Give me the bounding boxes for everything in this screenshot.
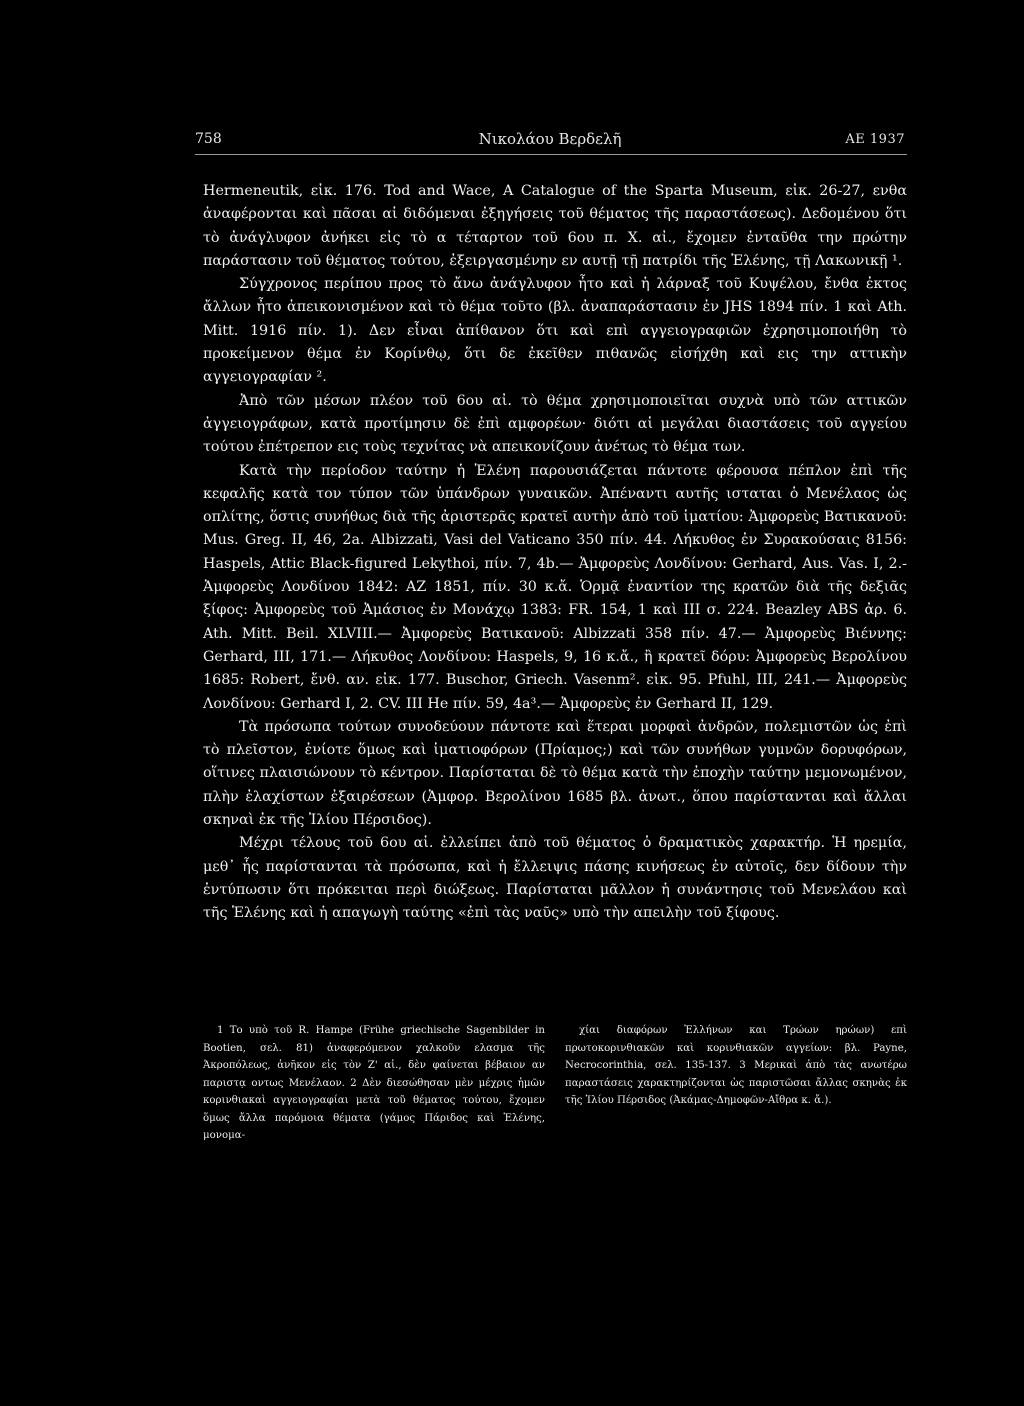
running-head-author: Νικολάου Βερδελῆ xyxy=(478,130,622,148)
page-number: 758 xyxy=(195,131,222,147)
footnotes xyxy=(203,1022,907,1152)
running-head-journal: ΑΕ 1937 xyxy=(845,132,905,147)
paragraph-5: Τὰ πρόσωπα τούτων συνοδεύουν πάντοτε καὶ ἕτεραι μορφαὶ ἀνδρῶν, πολεμιστῶν ὡς ἐπὶ τὸ πλεῖστον, ἐνίοτε ὅμως καὶ ἱματιοφόρων (Πρίαμος;) καὶ τῶν συνήθων γυμνῶν δορυφόρων, οἵτινες πλαισιώνουν τὸ κέντρον. Παρίσταται δὲ τὸ θέμα κατὰ τὴν ἐποχὴν ταύτην μεμονωμένον, πλὴν ἐλαχίστων ἐξαιρέσεων (Ἀμφορ. Βερολίνου 1685 βλ. ἀνωτ., ὅπου παρίστανται καὶ ἄλλαι σκηναὶ ἐκ τῆς Ἰλίου Πέρσιδος). xyxy=(203,718,907,829)
paragraph-1: Hermeneutik, εἰκ. 176. Tod and Wace, A Catalogue of the Sparta Museum, εἰκ. 26-27, ενθα ἀναφέρονται καὶ πᾶσαι αἱ διδόμεναι ἐξηγήσεις τοῦ θέματος τῆς παραστάσεως). Δεδομένου ὅτι τὸ ἀνάγλυφον ἀνήκει εἰς τὸ α τέταρτον τοῦ 6ου π. Χ. αἰ., ἔχομεν ἐνταῦθα την πρώτην παράστασιν τοῦ θέματος τούτου, ἐξειργασμένην εν αυτῇ τῇ πατρίδι τῆς Ἑλένης, τῇ Λακωνικῇ ¹. xyxy=(203,183,907,269)
paragraph-6: Μέχρι τέλους τοῦ 6ου αἰ. ἐλλείπει ἀπὸ τοῦ θέματος ὁ δραματικὸς χαρακτήρ. Ἡ ηρεμία, μεθ᾽ ἧς παρίστανται τὰ πρόσωπα, καὶ ἡ ἔλλειψις πάσης κινήσεως ἐν αὐτοῖς, δεν δίδουν τὴν ἐντύπωσιν ὅτι πρόκειται περὶ διώξεως. Παρίσταται μᾶλλον ἡ συνάντησις τοῦ Μενελάου καὶ τῆς Ἑλένης καὶ ἡ απαγωγὴ ταύτης «ἐπὶ τὰς ναῦς» υπὸ τὴν απειλὴν τοῦ ξίφους. xyxy=(203,835,907,922)
paragraph-2: Σύγχρονος περίπου προς τὸ ἄνω ἀνάγλυφον ἦτο καὶ ἡ λάρναξ τοῦ Κυψέλου, ἔνθα ἐκτος ἄλλων ἦτο ἀπεικονισμένον καὶ τὸ θέμα τοῦτο (βλ. ἀναπαράστασιν ἐν JHS 1894 πίν. 1 καὶ Ath. Mitt. 1916 πίν. 1). Δεν εἶναι ἀπίθανον ὅτι καὶ επὶ αγγειογραφιῶν ἐχρησιμοποιήθη τὸ προκείμενον θέμα ἐν Κορίνθῳ, ὅτι δε ἐκεῖθεν πιθανῶς εἰσήχθη καὶ εις την αττικὴν αγγειογραφίαν ². xyxy=(203,276,907,386)
paragraph-4: Κατὰ τὴν περίοδον ταύτην ἡ Ἑλένη παρουσιάζεται πάντοτε φέρουσα πέπλον ἐπὶ τῆς κεφαλῆς κατὰ τον τύπον τῶν ὑπάνδρων γυναικῶν. Ἀπέναντι αυτῆς ισταται ὁ Μενέλαος ὡς οπλίτης, ὅστις συνήθως διὰ τῆς ἀριστερᾶς κρατεῖ αυτὴν ἀπὸ τοῦ ἱματίου: Ἀμφορεὺς Βατικανοῦ: Mus. Greg. II, 46, 2a. Albizzati, Vasi del Vaticano 350 πίν. 44. Λήκυθος ἐν Συρακούσαις 8156: Haspels, Attic Black-figured Lekythoi, πίν. 7, 4b.— Ἀμφορεὺς Λονδίνου: Gerhard, Aus. Vas. I, 2.- Ἀμφορεὺς Λονδίνου 1842: AZ 1851, πίν. 30 κ.ἄ. Ὁρμᾷ ἐναντίον της κρατῶν διὰ τῆς δεξιᾶς ξίφος: Ἀμφορεὺς τοῦ Ἀμάσιος ἐν Μονάχῳ 1383: FR. 154, 1 καὶ III σ. 224. Beazley ABS ἀρ. 6. Ath. Mitt. Beil. XLVIII.— Ἀμφορεὺς Βατικανοῦ: Albizzati 358 πίν. 47.— Ἀμφορεὺς Βιέννης: Gerhard, III, 171.— Λήκυθος Λονδίνου: Haspels, 9, 16 κ.ἄ., ἢ κρατεῖ δόρυ: Ἀμφορεὺς Βερολίνου 1685: Robert, ἔνθ. αν. εἰκ. 177. Buschor, Griech. Vasenm². εἰκ. 95. Pfuhl, III, 241.— Ἀμφορεὺς Λονδίνου: Gerhard I, 2. CV. III He πίν. 59, 4a³.— Ἀμφορεὺς ἐν Gerhard II, 129. xyxy=(203,462,907,712)
footnote-right-text: χίαι διαφόρων Ἑλλήνων και Τρώων ηρώων) επὶ πρωτοκορινθιακῶν καὶ κορινθιακῶν αγγείων: βλ. Payne, Necrocorinthia, σελ. 135-137. 3 Μερικαὶ ἀπὸ τὰς ανωτέρω παραστάσεις χαρακτηρίζονται ὡς παριστῶσαι ἄλλας σκηνὰς ἐκ τῆς Ἰλίου Πέρσιδος (Ἀκάμας-Δημοφῶν-Αἴθρα κ. ἄ.). xyxy=(565,1025,907,1106)
footnote-left-text: 1 Το υπὸ τοῦ R. Hampe (Frühe griechische Sagenbilder in Bootien, σελ. 81) ἀναφερόμενον χαλκοῦν ελασμα τῆς Ἀκροπόλεως, ἀνῆκον εἰς τὸν Ζ' αἰ., δὲν φαίνεται βέβαιον αν παριστᾳ οντως Μενέλαον. 2 Δὲν διεσώθησαν μὲν μέχρις ἡμῶν κορινθιακαὶ αγγειογραφίαι μετὰ τοῦ θέματος τούτου, ἔχομεν ὅμως ἄλλα παρόμοια θέματα (γάμος Πάριδος καὶ Ἑλένης, μονομα- xyxy=(203,1025,545,1141)
header-rule xyxy=(195,154,907,155)
main-text xyxy=(203,180,907,926)
paragraph-3: Ἀπὸ τῶν μέσων πλέον τοῦ 6ου αἰ. τὸ θέμα χρησιμοποιεῖται συχνὰ υπὸ τῶν αττικῶν ἀγγειογράφων, κατὰ προτίμησιν δὲ ἐπὶ αμφορέων· διότι αἱ μεγάλαι διαστάσεις τοῦ αγγείου τούτου ἐπέτρεπον εις τοὺς τεχνίτας νὰ απεικονίζουν ἀνέτως τὸ θέμα των. xyxy=(203,392,907,456)
footnotes-left-column xyxy=(203,1022,545,1145)
footnotes-right-column xyxy=(565,1022,907,1110)
page-header xyxy=(195,127,905,151)
